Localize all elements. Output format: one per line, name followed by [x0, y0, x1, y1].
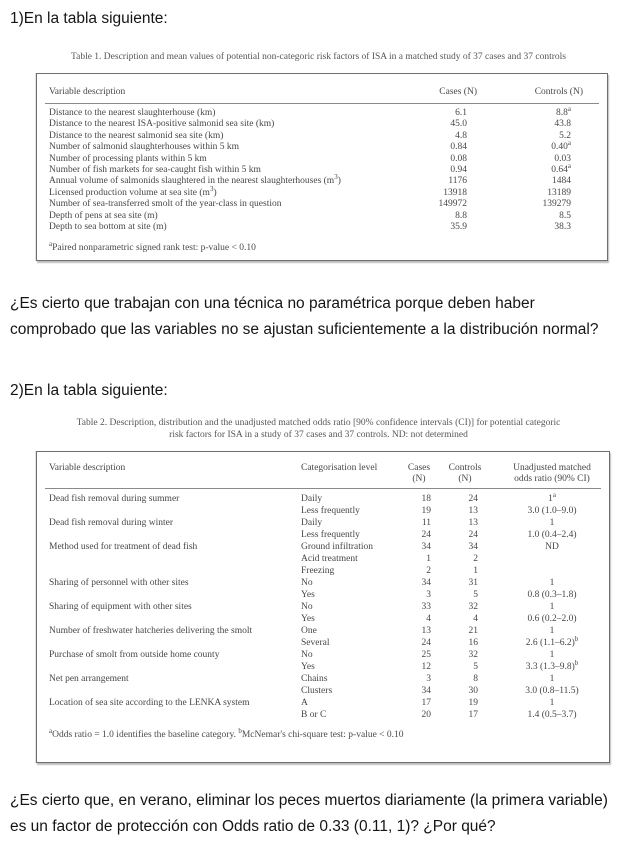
cell-variable: Licensed production volume at sea site $(m^3)$ [49, 184, 217, 198]
cell-cases: 33 [421, 602, 431, 612]
cell-cases: 35.9 [450, 222, 467, 233]
cell-odds-ratio [489, 553, 597, 565]
table-row [49, 161, 595, 176]
table-row [49, 658, 597, 673]
cell-odds-ratio [489, 565, 597, 577]
cell-variable [49, 565, 301, 577]
cell-controls: 24 [468, 530, 478, 540]
cell-categorisation-level: B or C [301, 710, 327, 720]
cell-cases: 1176 [448, 176, 467, 187]
cell-controls: 13 [468, 518, 478, 528]
cell-cases: 0.84 [450, 142, 467, 153]
cell-cases: 13918 [443, 187, 467, 198]
cell-controls: 31 [468, 578, 478, 588]
table1-column-header-variable: Variable description [49, 87, 126, 97]
table1-caption: Table 1. Description and mean values of potential non-categoric risk factors of ISA in a matched study of 37 cases and 37 controls [70, 52, 567, 62]
cell-cases: 3 [426, 590, 431, 600]
cell-variable: Number of sea-transferred smolt of the year-class in question [49, 199, 282, 210]
cell-categorisation-level: No [301, 578, 313, 588]
table-row [49, 154, 595, 165]
table-row [49, 199, 595, 210]
table2-column-header-cases [397, 463, 441, 485]
cell-cases: 25 [421, 650, 431, 660]
cell-controls: 32 [468, 602, 478, 612]
table1-column-header-controls: Controls (N) [534, 87, 583, 97]
table-row [49, 222, 595, 233]
cell-variable: Net pen arrangement [49, 674, 129, 684]
cell-categorisation-level: No [301, 650, 313, 660]
cell-controls: 8 [473, 674, 478, 684]
cell-controls: 5 [473, 590, 478, 600]
cell-controls: 19 [468, 698, 478, 708]
cell-odds-ratio: 3.0 (1.0–9.0) [527, 506, 577, 516]
cell-odds-ratio: 3.3 $(1.3-9.8)^b$ [525, 658, 579, 672]
cell-cases: 3 [426, 674, 431, 684]
cell-controls: 4 [473, 614, 478, 624]
table2-column-header-level [301, 463, 397, 485]
table2-column-header-variable [49, 463, 301, 485]
cell-variable [49, 553, 301, 565]
cell-cases: 34 [421, 686, 431, 696]
table2-caption-line1: Table 2. Description, distribution and the unadjusted matched odds ratio [90% confidence intervals (CI)] for potential categoric [76, 418, 561, 428]
cell-odds-ratio: 1 [549, 518, 555, 528]
cell-odds-ratio: 1$^a$ [548, 490, 556, 504]
table-row [49, 173, 595, 187]
cell-controls: 17 [468, 710, 478, 720]
cell-controls: 43.8 [554, 119, 571, 130]
cell-odds-ratio: 1 [549, 626, 555, 636]
cell-cases: 18 [421, 494, 431, 504]
cell-categorisation-level: Freezing [301, 566, 335, 576]
cell-odds-ratio: 0.8 (0.3–1.8) [527, 590, 577, 600]
cell-cases: 6.1 [455, 108, 467, 118]
cell-categorisation-level: Chains [301, 674, 328, 684]
cell-categorisation-level: No [301, 602, 313, 612]
cell-cases: 4 [426, 614, 431, 624]
table1-footnote: $^a$Paired nonparametric signed rank test: p-value < 0.10 [49, 240, 256, 254]
cell-odds-ratio: 1 [549, 674, 555, 684]
cell-cases: 1 [426, 554, 431, 564]
table-row [49, 634, 597, 649]
cell-categorisation-level: Yes [301, 590, 315, 600]
cell-variable [49, 685, 301, 697]
cell-variable [49, 709, 301, 721]
table-row [49, 625, 597, 637]
table-row [49, 131, 595, 142]
cell-controls: 21 [468, 626, 478, 636]
table-row [49, 673, 597, 685]
cell-odds-ratio: 1 [549, 602, 555, 612]
table2-header-divider [45, 488, 601, 489]
cell-odds-ratio: 2.6 $(1.1-6.2)^b$ [525, 634, 579, 648]
cell-variable: Sharing of equipment with other sites [49, 602, 192, 612]
cell-variable [49, 589, 301, 601]
cell-cases: 24 [421, 530, 431, 540]
table-row [49, 490, 597, 505]
cell-variable: Distance to the nearest slaughterhouse (km) [49, 108, 216, 118]
cell-categorisation-level: One [301, 626, 317, 636]
cell-cases: 4.8 [455, 130, 467, 141]
table-row [49, 517, 597, 529]
cell-cases: 11 [421, 518, 431, 528]
table-row [49, 613, 597, 625]
cell-cases: 149972 [438, 199, 467, 210]
cell-controls: 0.03 [554, 153, 571, 164]
cell-variable: Number of salmonid slaughterhouses within 5 km [49, 142, 239, 153]
table2-column-header-controls [441, 463, 489, 485]
cell-cases: 0.94 [450, 165, 467, 176]
cell-controls: 13 [468, 506, 478, 516]
table1-header-row [49, 85, 595, 100]
table1-header-divider [45, 103, 599, 104]
cell-controls: 30 [468, 686, 478, 696]
table-row [49, 211, 595, 222]
cell-categorisation-level: Yes [301, 614, 315, 624]
cell-categorisation-level: Daily [301, 518, 323, 528]
cell-variable [49, 661, 301, 673]
cell-controls: 13189 [547, 187, 571, 198]
cell-cases: 19 [421, 506, 431, 516]
cell-controls: 0.64$^a$ [551, 161, 571, 176]
cell-odds-ratio: 0.6 (0.2–2.0) [527, 614, 577, 624]
table-row [49, 565, 597, 577]
question-1: ¿Es cierto que trabajan con una técnica no paramétrica porque deben haber comprobado que las variables no se ajustan suficientemente a la distribución normal? [10, 295, 599, 338]
cell-categorisation-level: Daily [301, 494, 323, 504]
cell-cases: 34 [421, 542, 431, 552]
cell-cases: 12 [421, 662, 431, 672]
cell-variable: Depth of pens at sea site (m) [49, 210, 158, 221]
cell-odds-ratio: 1 [549, 650, 555, 660]
cell-categorisation-level: Acid treatment [301, 554, 358, 564]
cell-categorisation-level: Less frequently [301, 506, 360, 516]
cell-categorisation-level: A [301, 698, 308, 708]
cell-controls: 34 [468, 542, 478, 552]
table2 [36, 451, 610, 763]
table-row [49, 649, 597, 661]
table-row [49, 685, 597, 697]
cell-categorisation-level: Yes [301, 662, 315, 672]
header-sublabel: (N) [412, 474, 426, 484]
table1 [36, 73, 608, 261]
table2-caption-line2: risk factors for ISA in a study of 37 cases and 37 controls. ND: not determined [169, 429, 468, 440]
cell-controls: 38.3 [554, 222, 571, 233]
table1-column-header-cases: Cases (N) [439, 87, 477, 97]
header-label: Variable description [49, 463, 126, 473]
table-row [49, 709, 597, 721]
cell-cases: 24 [421, 638, 431, 648]
table-row [49, 589, 597, 601]
header-label: Cases [407, 463, 431, 473]
cell-variable: Purchase of smolt from outside home county [49, 650, 220, 660]
cell-controls: 1484 [552, 176, 571, 187]
table-row [49, 505, 597, 517]
cell-controls: 8.8$^a$ [556, 104, 571, 118]
table-row [49, 541, 597, 553]
cell-controls: 5 [473, 662, 478, 672]
cell-variable: Number of freshwater hatcheries delivering the smolt [49, 626, 253, 636]
section1-heading: 1)En la tabla siguiente: [10, 10, 168, 27]
cell-categorisation-level: Clusters [301, 686, 333, 696]
table-row [49, 529, 597, 541]
cell-controls: 139279 [542, 199, 571, 210]
cell-cases: 2 [426, 566, 431, 576]
cell-odds-ratio: 1.4 (0.5–3.7) [527, 710, 577, 720]
cell-controls: 24 [468, 494, 478, 504]
table-row [49, 577, 597, 589]
cell-variable: Dead fish removal during summer [49, 494, 180, 504]
table2-header-row [49, 463, 597, 485]
cell-cases: 13 [421, 626, 431, 636]
cell-cases: 0.08 [450, 153, 467, 164]
cell-cases: 17 [421, 698, 431, 708]
cell-variable: Depth to sea bottom at site (m) [49, 222, 167, 233]
cell-variable: Sharing of personnel with other sites [49, 578, 189, 588]
table2-caption [31, 418, 606, 441]
header-label: Unadjusted matched [513, 463, 591, 473]
cell-categorisation-level: Ground infiltration [301, 542, 374, 552]
cell-variable [49, 637, 301, 649]
cell-categorisation-level: Several [301, 638, 330, 648]
cell-variable: Method used for treatment of dead fish [49, 542, 198, 552]
table-row [49, 184, 595, 199]
table2-body [49, 490, 597, 721]
table-row [49, 553, 597, 565]
header-label: Controls [448, 463, 482, 473]
cell-odds-ratio: 1 [549, 578, 555, 588]
cell-controls: 0.40$^a$ [551, 139, 571, 153]
header-sublabel: (N) [458, 474, 472, 484]
cell-variable: Number of fish markets for sea-caught fish within 5 km [49, 165, 261, 176]
cell-variable: Number of processing plants within 5 km [49, 153, 207, 164]
cell-variable: Location of sea site according to the LENKA system [49, 698, 250, 708]
question-2: ¿Es cierto que, en verano, eliminar los peces muertos diariamente (la primera variable) es un factor de protección con Odds ratio de 0.33 (0.11, 1)? ¿Por qué? [10, 792, 608, 835]
cell-categorisation-level: Less frequently [301, 530, 360, 540]
header-label: Categorisation level [301, 463, 378, 473]
table-row [49, 139, 595, 153]
cell-odds-ratio: 3.0 (0.8–11.5) [525, 686, 579, 696]
cell-cases: 34 [421, 578, 431, 588]
cell-controls: 2 [473, 554, 478, 564]
header-sublabel: odds ratio (90% CI) [514, 474, 590, 484]
cell-controls: 5.2 [559, 130, 571, 141]
cell-odds-ratio: 1.0 (0.4–2.4) [527, 530, 577, 540]
table-row [49, 601, 597, 613]
table-row [49, 697, 597, 709]
table-row [49, 119, 595, 130]
cell-cases: 45.0 [450, 119, 467, 130]
cell-variable: Distance to the nearest salmonid sea site (km) [49, 130, 224, 141]
cell-variable [49, 529, 301, 541]
cell-controls: 1 [473, 566, 478, 576]
cell-odds-ratio: ND [545, 542, 559, 552]
cell-variable: Annual volume of salmonids slaughtered in the nearest slaughterhouses $(m^3)$ [49, 173, 341, 187]
cell-controls: 8.5 [559, 210, 571, 221]
cell-variable [49, 505, 301, 517]
cell-cases: 8.8 [455, 210, 467, 221]
cell-variable [49, 613, 301, 625]
cell-odds-ratio: 1 [549, 698, 555, 708]
cell-controls: 32 [468, 650, 478, 660]
cell-variable: Distance to the nearest ISA-positive salmonid sea site (km) [49, 119, 275, 130]
table-row [49, 104, 595, 119]
cell-variable: Dead fish removal during winter [49, 518, 173, 528]
cell-controls: 16 [468, 638, 478, 648]
table1-body [49, 104, 595, 233]
cell-cases: 20 [421, 710, 431, 720]
table2-column-header-odds-ratio [489, 463, 597, 485]
table2-footnote: $^a$Odds ratio = 1.0 identifies the baseline category. $^b$McNemar's chi-square test: p-value < 0.10 [49, 726, 404, 740]
section2-heading: 2)En la tabla siguiente: [10, 382, 168, 399]
